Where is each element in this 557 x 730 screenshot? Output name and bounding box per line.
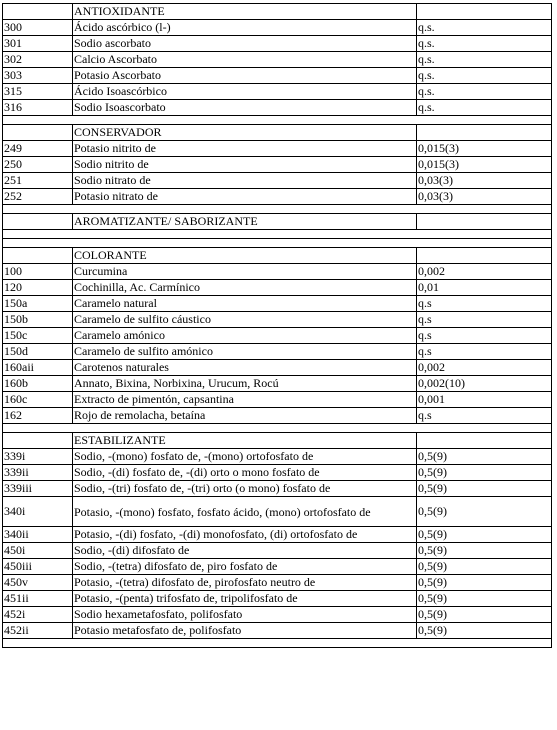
additive-max-level: q.s. — [417, 68, 552, 84]
spacer-row-cell — [3, 239, 552, 248]
additive-name: Sodio ascorbato — [73, 36, 417, 52]
additive-code: 301 — [3, 36, 73, 52]
additive-max-level: 0,5(9) — [417, 559, 552, 575]
additive-name: Potasio, -(penta) trifosfato de, tripolifosfato de — [73, 591, 417, 607]
additive-name: Potasio, -(di) fosfato, -(di) monofosfato, (di) ortofosfato de — [73, 527, 417, 543]
section-title: COLORANTE — [73, 248, 417, 264]
table-row — [3, 449, 552, 465]
additive-code: 302 — [3, 52, 73, 68]
additive-max-level: 0,5(9) — [417, 623, 552, 639]
additive-max-level: 0,5(9) — [417, 527, 552, 543]
additive-name: Sodio nitrato de — [73, 173, 417, 189]
additive-max-level: q.s. — [417, 84, 552, 100]
additive-max-level: q.s — [417, 296, 552, 312]
table-row — [3, 465, 552, 481]
additive-code: 160c — [3, 392, 73, 408]
spacer-row — [3, 424, 552, 433]
section-code-cell — [3, 125, 73, 141]
additive-code: 251 — [3, 173, 73, 189]
table-row — [3, 408, 552, 424]
additive-max-level: 0,5(9) — [417, 465, 552, 481]
additive-max-level: 0,5(9) — [417, 575, 552, 591]
spacer-row-cell — [3, 230, 552, 239]
table-row — [3, 481, 552, 497]
additive-code: 250 — [3, 157, 73, 173]
additive-code: 300 — [3, 20, 73, 36]
additive-code: 452ii — [3, 623, 73, 639]
additive-code: 339i — [3, 449, 73, 465]
additive-code: 450iii — [3, 559, 73, 575]
additive-name: Carotenos naturales — [73, 360, 417, 376]
section-header-row — [3, 433, 552, 449]
table-row — [3, 84, 552, 100]
section-value-cell — [417, 214, 552, 230]
additive-code: 150b — [3, 312, 73, 328]
section-value-cell — [417, 4, 552, 20]
additive-code: 316 — [3, 100, 73, 116]
table-row — [3, 376, 552, 392]
section-title: ANTIOXIDANTE — [73, 4, 417, 20]
table-row — [3, 312, 552, 328]
additive-name: Extracto de pimentón, capsantina — [73, 392, 417, 408]
section-title: AROMATIZANTE/ SABORIZANTE — [73, 214, 417, 230]
additive-code: 150d — [3, 344, 73, 360]
table-row — [3, 392, 552, 408]
additive-code: 450v — [3, 575, 73, 591]
table-row — [3, 344, 552, 360]
section-value-cell — [417, 248, 552, 264]
additive-name: Cochinilla, Ac. Carmínico — [73, 280, 417, 296]
section-title: CONSERVADOR — [73, 125, 417, 141]
table-row — [3, 141, 552, 157]
table-row — [3, 591, 552, 607]
additive-name: Caramelo de sulfito amónico — [73, 344, 417, 360]
additive-max-level: 0,015(3) — [417, 141, 552, 157]
section-code-cell — [3, 4, 73, 20]
section-header-row — [3, 248, 552, 264]
additive-max-level: 0,5(9) — [417, 497, 552, 527]
additive-name: Sodio, -(tri) fosfato de, -(tri) orto (o mono) fosfato de — [73, 481, 417, 497]
additive-max-level: q.s — [417, 344, 552, 360]
additive-max-level: 0,5(9) — [417, 591, 552, 607]
table-row — [3, 543, 552, 559]
table-row — [3, 20, 552, 36]
additive-max-level: 0,5(9) — [417, 449, 552, 465]
additive-code: 160b — [3, 376, 73, 392]
additive-code: 252 — [3, 189, 73, 205]
section-header-row — [3, 125, 552, 141]
additives-table-body — [3, 4, 552, 648]
table-row — [3, 527, 552, 543]
section-header-row — [3, 4, 552, 20]
additive-name: Caramelo de sulfito cáustico — [73, 312, 417, 328]
additive-max-level: 0,01 — [417, 280, 552, 296]
additive-code: 120 — [3, 280, 73, 296]
additive-code: 340ii — [3, 527, 73, 543]
additive-code: 339ii — [3, 465, 73, 481]
additive-max-level: 0,5(9) — [417, 543, 552, 559]
spacer-row — [3, 639, 552, 648]
additive-code: 162 — [3, 408, 73, 424]
spacer-row-cell — [3, 424, 552, 433]
additive-name: Potasio nitrito de — [73, 141, 417, 157]
table-row — [3, 280, 552, 296]
table-row — [3, 559, 552, 575]
additive-max-level: 0,002(10) — [417, 376, 552, 392]
additive-max-level: 0,5(9) — [417, 607, 552, 623]
additive-name: Calcio Ascorbato — [73, 52, 417, 68]
additive-name: Potasio metafosfato de, polifosfato — [73, 623, 417, 639]
section-value-cell — [417, 125, 552, 141]
table-row — [3, 497, 552, 527]
additive-code: 100 — [3, 264, 73, 280]
additive-name: Caramelo natural — [73, 296, 417, 312]
spacer-row-cell — [3, 639, 552, 648]
additive-code: 150a — [3, 296, 73, 312]
additive-max-level: q.s. — [417, 100, 552, 116]
table-row — [3, 68, 552, 84]
additives-table — [2, 3, 552, 648]
additive-name: Sodio, -(mono) fosfato de, -(mono) ortofosfato de — [73, 449, 417, 465]
spacer-row-cell — [3, 205, 552, 214]
additive-max-level: q.s. — [417, 52, 552, 68]
table-row — [3, 575, 552, 591]
table-row — [3, 264, 552, 280]
spacer-row-cell — [3, 116, 552, 125]
additive-code: 452i — [3, 607, 73, 623]
additive-max-level: 0,5(9) — [417, 481, 552, 497]
section-title: ESTABILIZANTE — [73, 433, 417, 449]
table-row — [3, 623, 552, 639]
additive-name: Caramelo amónico — [73, 328, 417, 344]
additive-max-level: 0,015(3) — [417, 157, 552, 173]
additive-name: Curcumina — [73, 264, 417, 280]
spacer-row — [3, 205, 552, 214]
section-header-row — [3, 214, 552, 230]
additive-name: Annato, Bixina, Norbixina, Urucum, Rocú — [73, 376, 417, 392]
table-row — [3, 157, 552, 173]
additive-name: Ácido ascórbico (l-) — [73, 20, 417, 36]
section-code-cell — [3, 433, 73, 449]
table-row — [3, 100, 552, 116]
additive-code: 450i — [3, 543, 73, 559]
additive-code: 315 — [3, 84, 73, 100]
additive-code: 339iii — [3, 481, 73, 497]
spacer-row — [3, 239, 552, 248]
table-row — [3, 296, 552, 312]
additive-code: 150c — [3, 328, 73, 344]
section-code-cell — [3, 214, 73, 230]
additive-name: Potasio, -(tetra) difosfato de, pirofosfato neutro de — [73, 575, 417, 591]
additive-name: Sodio, -(di) fosfato de, -(di) orto o mono fosfato de — [73, 465, 417, 481]
additive-max-level: 0,002 — [417, 360, 552, 376]
additive-max-level: q.s. — [417, 20, 552, 36]
table-row — [3, 607, 552, 623]
additive-code: 451ii — [3, 591, 73, 607]
additive-name: Potasio nitrato de — [73, 189, 417, 205]
table-row — [3, 328, 552, 344]
table-row — [3, 173, 552, 189]
additive-name: Rojo de remolacha, betaína — [73, 408, 417, 424]
additive-max-level: 0,002 — [417, 264, 552, 280]
table-row — [3, 36, 552, 52]
spacer-row — [3, 230, 552, 239]
additive-name: Sodio Isoascorbato — [73, 100, 417, 116]
additive-name: Ácido Isoascórbico — [73, 84, 417, 100]
additive-code: 340i — [3, 497, 73, 527]
table-row — [3, 52, 552, 68]
additive-name: Sodio nitrito de — [73, 157, 417, 173]
additive-code: 160aii — [3, 360, 73, 376]
additive-max-level: q.s — [417, 312, 552, 328]
table-row — [3, 189, 552, 205]
additive-name: Sodio, -(tetra) difosfato de, piro fosfato de — [73, 559, 417, 575]
additive-max-level: 0,001 — [417, 392, 552, 408]
additive-max-level: q.s. — [417, 36, 552, 52]
table-row — [3, 360, 552, 376]
additive-code: 249 — [3, 141, 73, 157]
additive-max-level: 0,03(3) — [417, 189, 552, 205]
section-code-cell — [3, 248, 73, 264]
additive-name: Sodio hexametafosfato, polifosfato — [73, 607, 417, 623]
spacer-row — [3, 116, 552, 125]
additive-name: Potasio, -(mono) fosfato, fosfato ácido, (mono) ortofosfato de — [73, 497, 417, 527]
additive-max-level: q.s — [417, 328, 552, 344]
additive-max-level: q.s — [417, 408, 552, 424]
additive-max-level: 0,03(3) — [417, 173, 552, 189]
section-value-cell — [417, 433, 552, 449]
additive-name: Sodio, -(di) difosfato de — [73, 543, 417, 559]
additive-name: Potasio Ascorbato — [73, 68, 417, 84]
additive-code: 303 — [3, 68, 73, 84]
